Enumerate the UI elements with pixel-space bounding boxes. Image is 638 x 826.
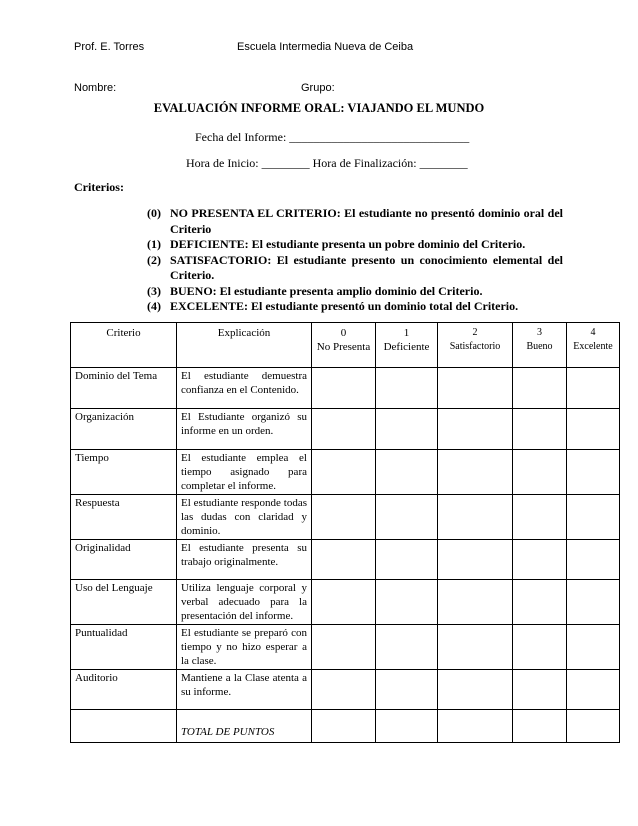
score-cell[interactable] [376,540,438,580]
total-score-cell[interactable] [438,710,513,743]
table-row [71,409,620,450]
score-2-label: Satisfactorio [449,341,501,352]
score-2-number: 2 [472,327,478,338]
score-cell[interactable] [513,580,567,625]
score-cell[interactable] [438,368,513,409]
score-1-label: Deficiente [383,341,430,353]
group-label: Grupo: [301,82,335,94]
rubric-header-row [71,323,620,368]
report-time-line: Hora de Inicio: ________ Hora de Finalización: ________ [186,156,468,170]
school-name: Escuela Intermedia Nueva de Ceiba [237,41,414,53]
score-cell[interactable] [567,495,620,540]
score-3-label: Bueno [526,341,553,352]
level-text: DEFICIENTE: El estudiante presenta un pobre dominio del Criterio. [170,237,526,251]
level-text: NO PRESENTA EL CRITERIO: El estudiante no presentó dominio oral del Criterio [170,206,563,236]
criterio-cell: Organización [71,409,177,450]
score-1-number: 1 [403,327,410,339]
level-number: (3) [147,283,161,298]
score-cell[interactable] [312,580,376,625]
table-row [71,625,620,670]
level-number: (2) [147,252,161,267]
score-cell[interactable] [513,368,567,409]
score-cell[interactable] [567,670,620,710]
total-score-cell[interactable] [376,710,438,743]
table-row [71,450,620,495]
score-cell[interactable] [312,670,376,710]
table-row [71,368,620,409]
criterio-cell: Tiempo [71,450,177,495]
score-cell[interactable] [438,450,513,495]
score-cell[interactable] [312,495,376,540]
score-cell[interactable] [376,670,438,710]
criteria-level-2 [147,253,563,284]
score-cell[interactable] [513,409,567,450]
explicacion-cell: Utiliza lenguaje corporal y verbal adecuado para la presentación del informe. [177,580,312,625]
criteria-heading: Criterios: [74,180,124,194]
score-cell[interactable] [438,580,513,625]
score-cell[interactable] [513,495,567,540]
score-cell[interactable] [312,540,376,580]
score-cell[interactable] [438,625,513,670]
criterio-cell: Dominio del Tema [71,368,177,409]
criterio-cell: Originalidad [71,540,177,580]
criteria-level-0 [147,206,563,237]
report-date-line: Fecha del Informe: ______________________________ [195,130,470,144]
score-cell[interactable] [312,450,376,495]
score-cell[interactable] [376,450,438,495]
total-score-cell[interactable] [513,710,567,743]
name-label: Nombre: [74,82,117,94]
score-cell[interactable] [376,580,438,625]
score-cell[interactable] [376,368,438,409]
criterio-cell: Auditorio [71,670,177,710]
score-cell[interactable] [567,450,620,495]
score-cell[interactable] [513,625,567,670]
header-score-4 [567,323,620,368]
explicacion-cell: El estudiante emplea el tiempo asignado para completar el informe. [177,450,312,495]
table-row [71,580,620,625]
criteria-level-3 [147,284,563,300]
explicacion-cell: El estudiante se preparó con tiempo y no hizo esperar a la clase. [177,625,312,670]
criteria-level-4 [147,299,563,315]
criterio-cell: Respuesta [71,495,177,540]
total-score-cell[interactable] [312,710,376,743]
header-score-3 [513,323,567,368]
score-0-label: No Presenta [316,341,371,353]
teacher-name: Prof. E. Torres [74,41,145,53]
level-text: EXCELENTE: El estudiante presentó un dominio total del Criterio. [170,299,519,313]
score-cell[interactable] [438,540,513,580]
score-cell[interactable] [312,625,376,670]
explicacion-cell: El estudiante presenta su trabajo originalmente. [177,540,312,580]
header-score-1 [376,323,438,368]
level-number: (4) [147,299,161,313]
score-4-number: 4 [590,327,596,338]
score-cell[interactable] [438,670,513,710]
score-cell[interactable] [567,368,620,409]
score-cell[interactable] [376,495,438,540]
score-cell[interactable] [513,540,567,580]
level-number: (0) [147,206,161,220]
score-cell[interactable] [376,409,438,450]
explicacion-cell: El estudiante responde todas las dudas con claridad y dominio. [177,495,312,540]
score-cell[interactable] [312,409,376,450]
header-criterio: Criterio [71,323,177,368]
score-0-number: 0 [340,327,347,339]
header-explicacion: Explicación [177,323,312,368]
rubric-table [70,322,620,743]
score-cell[interactable] [312,368,376,409]
total-row [71,710,620,743]
explicacion-cell: El estudiante demuestra confianza en el Contenido. [177,368,312,409]
total-label-cell [177,710,312,743]
score-cell[interactable] [567,625,620,670]
total-label: TOTAL DE PUNTOS [181,726,275,738]
score-4-label: Excelente [573,341,613,352]
level-number: (1) [147,237,161,251]
table-row [71,540,620,580]
total-empty-cell [71,710,177,743]
score-cell[interactable] [567,540,620,580]
score-cell[interactable] [376,625,438,670]
score-cell[interactable] [567,580,620,625]
header-score-0 [312,323,376,368]
table-row [71,495,620,540]
explicacion-cell: Mantiene a la Clase atenta a su informe. [177,670,312,710]
total-score-cell[interactable] [567,710,620,743]
criterio-cell: Uso del Lenguaje [71,580,177,625]
criterio-cell: Puntualidad [71,625,177,670]
criteria-levels-list [147,206,563,315]
level-text: BUENO: El estudiante presenta amplio dominio del Criterio. [170,283,483,298]
criteria-level-1 [147,237,563,253]
document-title: EVALUACIÓN INFORME ORAL: VIAJANDO EL MUNDO [153,101,485,115]
score-cell[interactable] [513,670,567,710]
explicacion-cell: El Estudiante organizó su informe en un orden. [177,409,312,450]
score-cell[interactable] [438,409,513,450]
table-row [71,670,620,710]
level-text: SATISFACTORIO: El estudiante presento un conocimiento elemental del Criterio. [170,252,563,282]
score-cell[interactable] [567,409,620,450]
header-score-2 [438,323,513,368]
score-cell[interactable] [513,450,567,495]
score-3-number: 3 [537,327,542,338]
score-cell[interactable] [438,495,513,540]
